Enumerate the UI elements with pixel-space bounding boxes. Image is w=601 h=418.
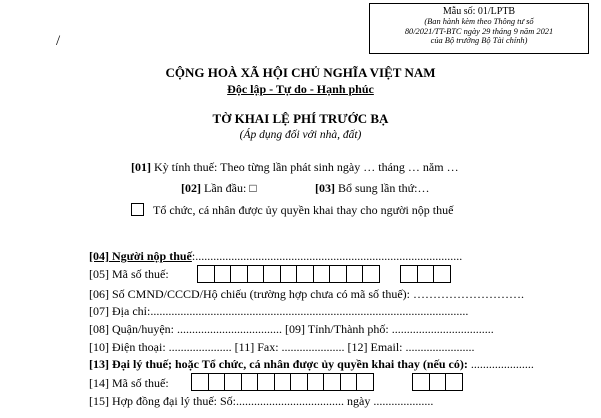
- supplement-code: [03]: [315, 181, 335, 195]
- authorized-line: [131, 203, 453, 218]
- slash-mark: /: [56, 33, 61, 49]
- field-13-dots: .....................: [467, 357, 534, 371]
- field-10-12: [10] Điện thoại: ..................... [11] Fax: ..................... [12] Email: .......................: [89, 340, 475, 354]
- field-05-label: [05] Mã số thuế:: [89, 267, 169, 281]
- form-note-line-2: 80/2021/TT-BTC ngày 29 tháng 9 năm 2021: [404, 26, 554, 36]
- field-04-line: [89, 249, 462, 264]
- supplement-text: Bổ sung lần thứ:…: [335, 181, 430, 195]
- tax-period-line: [131, 160, 459, 175]
- field-14-label: [14] Mã số thuế:: [89, 376, 169, 390]
- field-06: [06] Số CMND/CCCD/Hộ chiếu (trường hợp chưa có mã số thuế): ……………………….: [89, 287, 524, 301]
- first-time-line: [181, 181, 257, 196]
- form-note-line-3: của Bộ trưởng Bộ Tài chính): [430, 36, 528, 45]
- form-title: TỜ KHAI LỆ PHÍ TRƯỚC BẠ: [212, 111, 389, 126]
- agent-tax-code-boxes-main[interactable]: [191, 373, 373, 391]
- tax-code-boxes-main[interactable]: [197, 265, 379, 283]
- country-name: CỘNG HOÀ XÃ HỘI CHỦ NGHĨA VIỆT NAM: [165, 65, 436, 80]
- authorized-checkbox[interactable]: [131, 203, 144, 216]
- field-15: [15] Hợp đồng đại lý thuế: Số:.................................... ngày ....................: [89, 394, 434, 408]
- tax-code-boxes-branch[interactable]: [400, 265, 450, 283]
- tax-period-text: Kỳ tính thuế: Theo từng lần phát sinh ngày … tháng … năm …: [151, 160, 459, 174]
- field-07: [07] Địa chỉ:..........................................................................................................: [89, 304, 469, 318]
- form-number-box: [369, 3, 589, 54]
- field-13-label: [13] Đại lý thuế; hoặc Tổ chức, cá nhân được ủy quyền khai thay (nếu có):: [89, 357, 468, 371]
- motto-text: Độc lập - Tự do - Hạnh phúc: [227, 82, 374, 96]
- first-time-code: [02]: [181, 181, 201, 195]
- agent-tax-code-boxes-branch[interactable]: [412, 373, 462, 391]
- first-time-text: Lần đầu: □: [201, 181, 257, 195]
- field-04-label: Người nộp thuế: [109, 249, 192, 263]
- tax-period-code: [01]: [131, 160, 151, 174]
- form-note-line-1: (Ban hành kèm theo Thông tư số: [424, 17, 534, 26]
- form-code: Mẫu số: 01/LPTB: [442, 6, 516, 17]
- field-08-09: [08] Quận/huyện: ................................... [09] Tỉnh/Thành phố: ..................................: [89, 322, 494, 336]
- form-subtitle: (Áp dụng đối với nhà, đất): [239, 129, 362, 141]
- motto: [0, 82, 601, 97]
- field-04-dots: :.........................................................................................: [191, 249, 463, 263]
- authorized-text: Tổ chức, cá nhân được ủy quyền khai thay cho người nộp thuế: [153, 203, 454, 217]
- field-04-code: [04]: [89, 249, 109, 263]
- supplement-line: [315, 181, 430, 196]
- field-13-line: [89, 357, 534, 372]
